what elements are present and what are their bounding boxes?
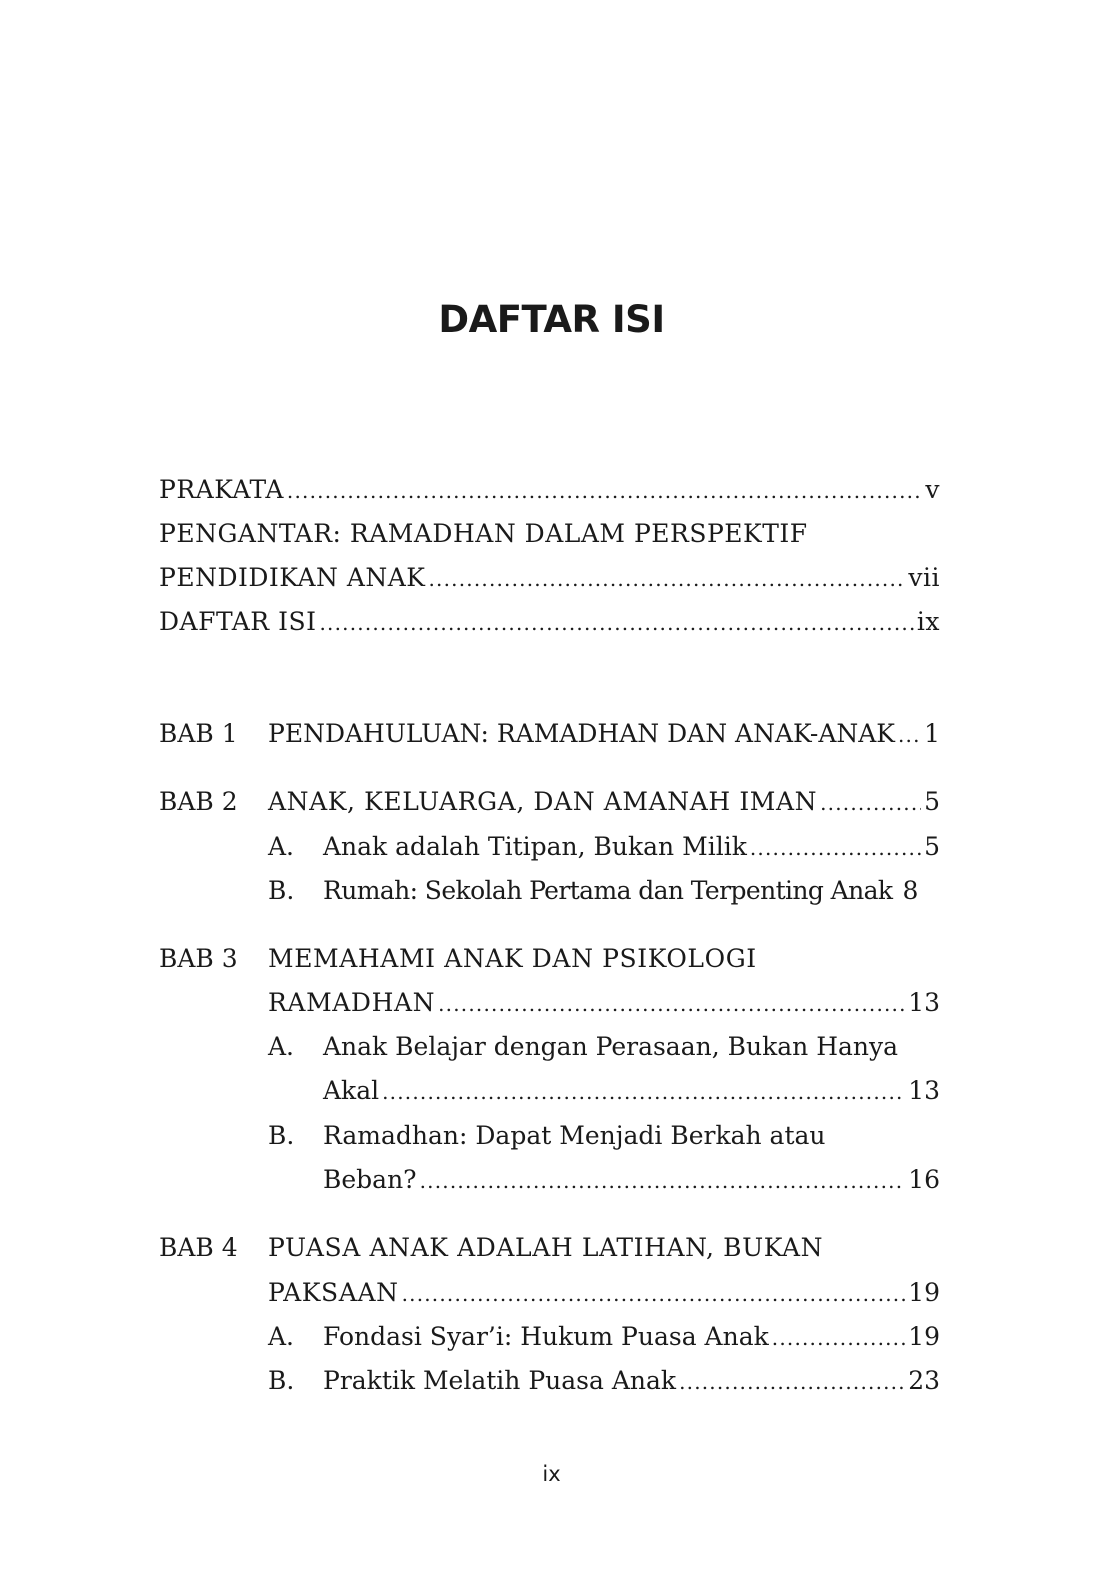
- toc-entry-page: 13: [908, 1076, 940, 1105]
- dot-leader: [820, 781, 921, 825]
- dot-leader: [679, 1360, 905, 1404]
- toc-entry-label: Rumah: Sekolah Pertama dan Terpenting Anak: [323, 876, 893, 905]
- toc-entry-chapter-3-line1[interactable]: MEMAHAMI ANAK DAN PSIKOLOGI: [268, 944, 757, 973]
- toc-entry-label: Fondasi Syar’i: Hukum Puasa Anak: [323, 1322, 769, 1351]
- toc-entry-page: ix: [916, 607, 940, 636]
- toc-entry-page: 8: [902, 876, 919, 905]
- toc-entry-pengantar-line1[interactable]: PENGANTAR: RAMADHAN DALAM PERSPEKTIF: [159, 519, 808, 548]
- toc-entry-section-3a-line1[interactable]: Anak Belajar dengan Perasaan, Bukan Hanya: [323, 1032, 899, 1061]
- toc-entry-section-2a[interactable]: [323, 825, 940, 870]
- toc-entry-page: 23: [908, 1366, 940, 1395]
- toc-entry-chapter-4[interactable]: [268, 1271, 940, 1316]
- section-letter: A.: [268, 1032, 295, 1061]
- toc-entry-chapter-2[interactable]: [268, 780, 940, 825]
- section-letter: A.: [268, 832, 295, 861]
- toc-entry-chapter-4-line1[interactable]: PUASA ANAK ADALAH LATIHAN, BUKAN: [268, 1233, 824, 1262]
- toc-entry-label: PRAKATA: [159, 475, 284, 504]
- section-letter: B.: [268, 1366, 295, 1395]
- toc-entry-page: 5: [924, 787, 940, 816]
- dot-leader: [382, 1070, 905, 1114]
- toc-entry-section-3b-line1[interactable]: Ramadhan: Dapat Menjadi Berkah atau: [323, 1121, 826, 1150]
- chapter-number: BAB 3: [159, 944, 238, 973]
- dot-leader: [898, 713, 921, 757]
- footer-page-number: ix: [542, 1462, 561, 1486]
- toc-entry-page: vii: [908, 563, 940, 592]
- toc-entry-label: Akal: [323, 1076, 380, 1105]
- toc-entry-page: 5: [924, 832, 940, 861]
- toc-entry-label: DAFTAR ISI: [159, 607, 317, 636]
- chapter-number: BAB 2: [159, 787, 238, 816]
- section-letter: B.: [268, 1121, 295, 1150]
- dot-leader: [438, 982, 905, 1026]
- toc-entry-page: 19: [908, 1322, 940, 1351]
- toc-entry-page: v: [925, 475, 940, 504]
- toc-entry-label: PENDIDIKAN ANAK: [159, 563, 426, 592]
- dot-leader: [402, 1272, 906, 1316]
- toc-entry-chapter-1[interactable]: [268, 712, 940, 757]
- toc-entry-page: 1: [924, 719, 940, 748]
- toc-entry-page: 13: [908, 988, 940, 1017]
- section-letter: A.: [268, 1322, 295, 1351]
- dot-leader: [772, 1316, 905, 1360]
- toc-entry-label: ANAK, KELUARGA, DAN AMANAH IMAN: [268, 787, 818, 816]
- toc-entry-label: PENDAHULUAN: RAMADHAN DAN ANAK-ANAK: [268, 719, 895, 748]
- toc-entry-section-4a[interactable]: [323, 1315, 940, 1360]
- toc-entry-page: 16: [908, 1165, 940, 1194]
- toc-entry-section-2b[interactable]: [323, 869, 940, 913]
- toc-entry-pengantar[interactable]: [159, 556, 940, 601]
- chapter-number: BAB 1: [159, 719, 238, 748]
- toc-entry-label: PAKSAAN: [268, 1278, 399, 1307]
- toc-entry-page: 19: [908, 1278, 940, 1307]
- toc-entry-section-4b[interactable]: [323, 1359, 940, 1404]
- toc-entry-label: Beban?: [323, 1165, 417, 1194]
- toc-entry-label: RAMADHAN: [268, 988, 436, 1017]
- toc-entry-label: Praktik Melatih Puasa Anak: [323, 1366, 677, 1395]
- chapter-number: BAB 4: [159, 1233, 238, 1262]
- toc-entry-daftar-isi[interactable]: [159, 600, 940, 645]
- dot-leader: [319, 601, 913, 645]
- toc-entry-label: Anak adalah Titipan, Bukan Milik: [323, 832, 747, 861]
- dot-leader: [750, 826, 921, 870]
- page-title: DAFTAR ISI: [438, 298, 665, 341]
- dot-leader: [287, 469, 922, 513]
- toc-entry-section-3b[interactable]: [323, 1158, 940, 1203]
- toc-entry-section-3a[interactable]: [323, 1069, 940, 1114]
- toc-entry-chapter-3[interactable]: [268, 981, 940, 1026]
- section-letter: B.: [268, 876, 295, 905]
- toc-entry-prakata[interactable]: [159, 468, 940, 513]
- dot-leader: [420, 1159, 906, 1203]
- dot-leader: [428, 557, 905, 601]
